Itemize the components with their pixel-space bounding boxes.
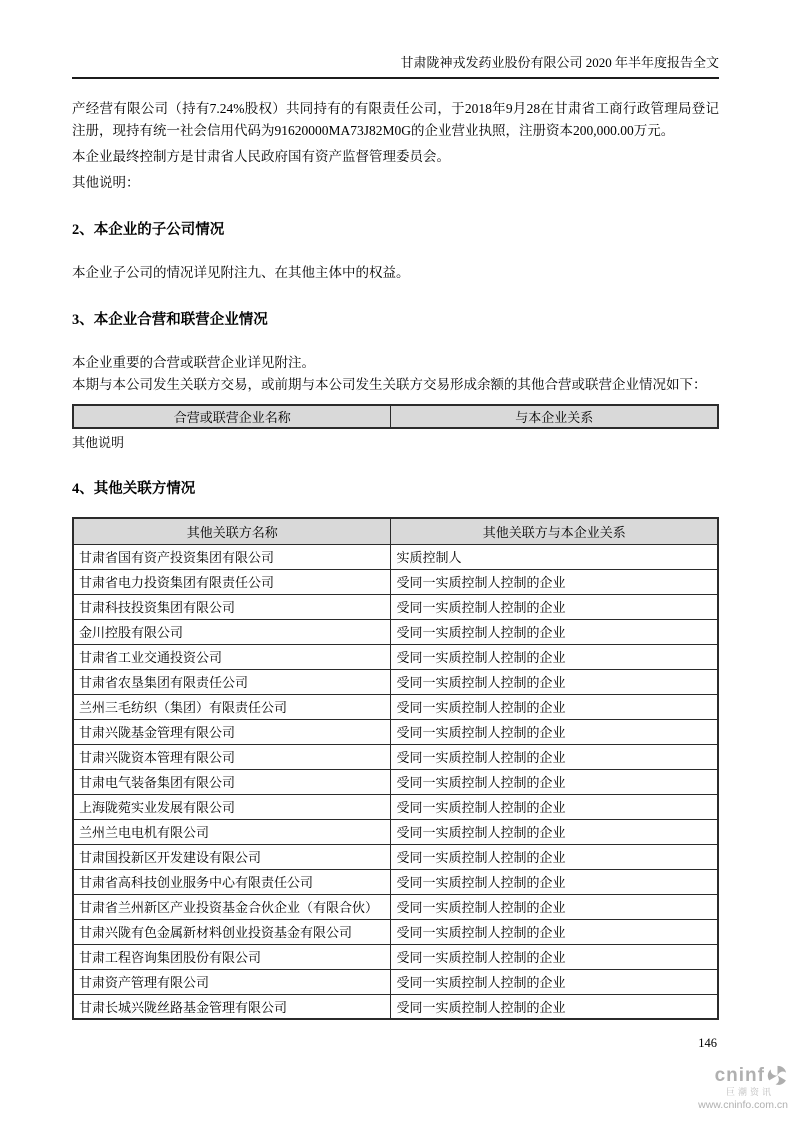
table-cell: 甘肃国投新区开发建设有限公司 [73, 844, 391, 869]
table-cell: 受同一实质控制人控制的企业 [391, 819, 718, 844]
table-cell: 受同一实质控制人控制的企业 [391, 794, 718, 819]
table-cell: 受同一实质控制人控制的企业 [391, 844, 718, 869]
section-4-heading: 4、其他关联方情况 [72, 481, 196, 497]
table-cell: 受同一实质控制人控制的企业 [391, 619, 718, 644]
section-2-heading: 2、本企业的子公司情况 [72, 222, 225, 238]
table-cell: 金川控股有限公司 [73, 619, 391, 644]
table-row [73, 769, 718, 794]
table-cell: 实质控制人 [391, 544, 718, 569]
table-cell: 甘肃省电力投资集团有限责任公司 [73, 569, 391, 594]
cninfo-chinese-name: 巨潮资讯 [725, 1086, 774, 1097]
table-row [73, 644, 718, 669]
table-row [73, 894, 718, 919]
table-cell: 甘肃兴陇资本管理有限公司 [73, 744, 391, 769]
table-cell: 甘肃省兰州新区产业投资基金合伙企业（有限合伙） [73, 894, 391, 919]
table-cell: 受同一实质控制人控制的企业 [391, 944, 718, 969]
page-number: 146 [698, 1036, 717, 1050]
table-row [73, 694, 718, 719]
table-cell: 受同一实质控制人控制的企业 [391, 894, 718, 919]
intro-paragraph: 产经营有限公司（持有7.24%股权）共同持有的有限责任公司，于2018年9月28在甘肃省工商行政管理局登记注册，现持有统一社会信用代码为91620000MA73J82M0G的企业营业执照，注册资本200,000.00万元。 [72, 101, 719, 138]
table-header-row [73, 518, 718, 544]
other-notes-label: 其他说明： [72, 175, 140, 190]
rp-col-relation-header: 其他关联方与本企业关系 [391, 518, 718, 544]
table-row [73, 944, 718, 969]
section-2-body: 本企业子公司的情况详见附注九、在其他主体中的权益。 [72, 265, 410, 280]
table-row [73, 719, 718, 744]
table-cell: 甘肃长城兴陇丝路基金管理有限公司 [73, 994, 391, 1019]
table-cell: 甘肃省工业交通投资公司 [73, 644, 391, 669]
table-header-row [73, 405, 718, 428]
related-party-table-body [73, 544, 718, 1019]
table-cell: 受同一实质控制人控制的企业 [391, 969, 718, 994]
table-cell: 甘肃兴陇基金管理有限公司 [73, 719, 391, 744]
table-row [73, 819, 718, 844]
table-cell: 受同一实质控制人控制的企业 [391, 994, 718, 1019]
table-cell: 受同一实质控制人控制的企业 [391, 594, 718, 619]
table-cell: 上海陇菀实业发展有限公司 [73, 794, 391, 819]
ultimate-controller-paragraph: 本企业最终控制方是甘肃省人民政府国有资产监督管理委员会。 [72, 149, 450, 164]
rp-col-name-header: 其他关联方名称 [73, 518, 391, 544]
page-header [72, 0, 719, 79]
table-cell: 甘肃电气装备集团有限公司 [73, 769, 391, 794]
table-cell: 受同一实质控制人控制的企业 [391, 669, 718, 694]
table-cell: 甘肃工程咨询集团股份有限公司 [73, 944, 391, 969]
table-cell: 甘肃科技投资集团有限公司 [73, 594, 391, 619]
report-title: 甘肃陇神戎发药业股份有限公司 2020 年半年度报告全文 [400, 55, 719, 70]
table-row [73, 969, 718, 994]
section-3-heading: 3、本企业合营和联营企业情况 [72, 312, 268, 328]
table-cell: 受同一实质控制人控制的企业 [391, 744, 718, 769]
table-row [73, 669, 718, 694]
joint-venture-table [72, 404, 719, 429]
table-cell: 兰州三毛纺织（集团）有限责任公司 [73, 694, 391, 719]
section-3-body-2: 本期与本公司发生关联方交易，或前期与本公司发生关联方交易形成余额的其他合营或联营企业情况如下： [72, 377, 707, 392]
table-row [73, 619, 718, 644]
table-row [73, 744, 718, 769]
cninfo-brand-text: cninf [714, 1064, 765, 1086]
table-row [73, 869, 718, 894]
table-cell: 受同一实质控制人控制的企业 [391, 694, 718, 719]
table-cell: 受同一实质控制人控制的企业 [391, 919, 718, 944]
table-cell: 受同一实质控制人控制的企业 [391, 769, 718, 794]
table-row [73, 594, 718, 619]
jv-col-relation-header: 与本企业关系 [391, 405, 718, 428]
table-cell: 甘肃兴陇有色金属新材料创业投资基金有限公司 [73, 919, 391, 944]
table-row [73, 919, 718, 944]
table-cell: 受同一实质控制人控制的企业 [391, 644, 718, 669]
jv-col-name-header: 合营或联营企业名称 [73, 405, 391, 428]
table-row [73, 994, 718, 1019]
section-3-body-1: 本企业重要的合营或联营企业详见附注。 [72, 355, 315, 370]
table-row [73, 544, 718, 569]
table-cell: 受同一实质控制人控制的企业 [391, 569, 718, 594]
table-row [73, 844, 718, 869]
table-cell: 兰州兰电电机有限公司 [73, 819, 391, 844]
jv-other-note: 其他说明 [72, 435, 125, 450]
table-cell: 甘肃省国有资产投资集团有限公司 [73, 544, 391, 569]
related-party-table [72, 517, 719, 1020]
page-content [72, 98, 719, 1051]
table-row [73, 569, 718, 594]
table-cell: 甘肃资产管理有限公司 [73, 969, 391, 994]
table-cell: 甘肃省高科技创业服务中心有限责任公司 [73, 869, 391, 894]
cninfo-logo-row [698, 1065, 788, 1086]
table-cell: 受同一实质控制人控制的企业 [391, 719, 718, 744]
cninfo-swirl-icon [767, 1065, 788, 1086]
table-cell: 甘肃省农垦集团有限责任公司 [73, 669, 391, 694]
cninfo-url: www.cninfo.com.cn [698, 1098, 788, 1111]
cninfo-watermark [698, 1065, 788, 1111]
table-cell: 受同一实质控制人控制的企业 [391, 869, 718, 894]
table-row [73, 794, 718, 819]
